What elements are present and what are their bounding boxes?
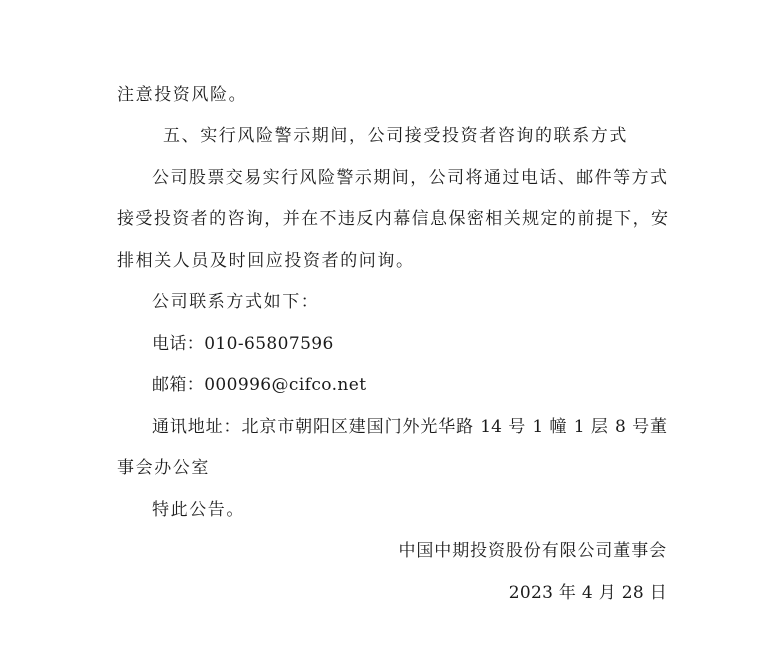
contact-address-line-2: 事会办公室 <box>117 458 210 478</box>
paragraph-contact-line-2: 接受投资者的咨询，并在不违反内幕信息保密相关规定的前提下，安 <box>117 209 668 229</box>
signature-company: 中国中期投资股份有限公司董事会 <box>398 541 667 561</box>
contact-intro: 公司联系方式如下： <box>152 292 320 312</box>
paragraph-contact-line-1: 公司股票交易实行风险警示期间，公司将通过电话、邮件等方式 <box>152 168 667 188</box>
closing-statement: 特此公告。 <box>152 500 245 520</box>
paragraph-risk-warning-end: 注意投资风险。 <box>117 85 248 105</box>
section-heading-contact: 五、实行风险警示期间，公司接受投资者咨询的联系方式 <box>163 126 628 146</box>
paragraph-contact-line-3: 排相关人员及时回应投资者的问询。 <box>117 251 415 271</box>
signature-date: 2023 年 4 月 28 日 <box>508 583 667 603</box>
contact-address-line-1: 通讯地址：北京市朝阳区建国门外光华路 14 号 1 幢 1 层 8 号董 <box>152 417 667 437</box>
contact-email: 邮箱：000996@cifco.net <box>152 375 367 395</box>
contact-phone: 电话：010-65807596 <box>152 334 334 354</box>
